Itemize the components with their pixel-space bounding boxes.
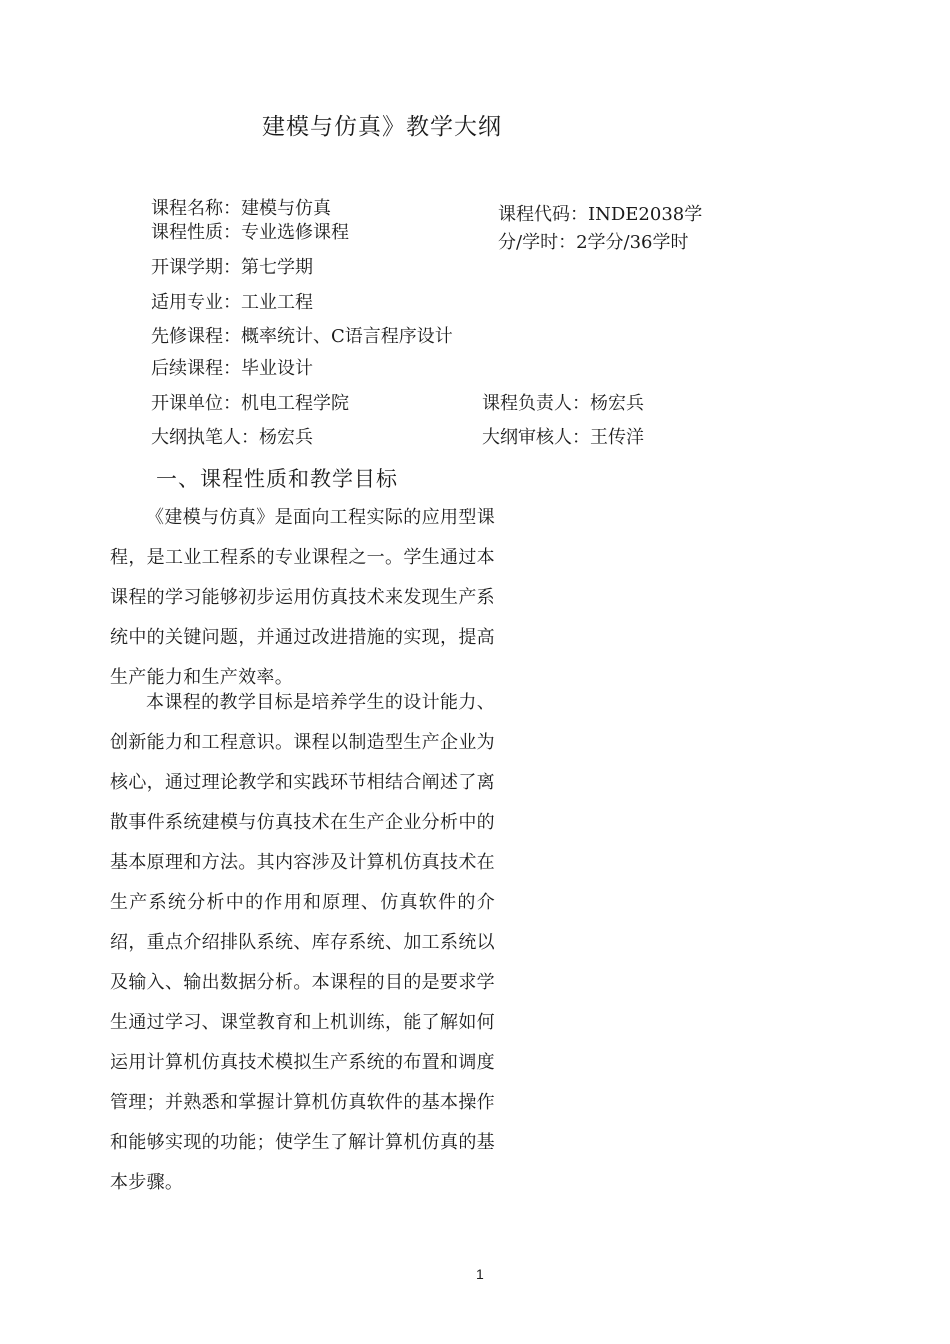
prerequisite-courses: 先修课程：概率统计、C语言程序设计 (151, 326, 453, 347)
course-semester: 开课学期：第七学期 (151, 257, 313, 278)
course-code-credits: 课程代码：INDE2038学分/学时：2学分/36学时 (498, 204, 703, 253)
course-leader: 课程负责人：杨宏兵 (482, 393, 644, 414)
course-name: 课程名称：建模与仿真 (151, 198, 331, 219)
paragraph-course-nature: 《建模与仿真》是面向工程实际的应用型课程，是工业工程系的专业课程之一。学生通过本课程的学习能够初步运用仿真技术来发现生产系统中的关键问题，并通过改进措施的实现，提高生产能力和生产效率。 (110, 507, 495, 688)
syllabus-author: 大纲执笔人：杨宏兵 (151, 427, 313, 448)
course-nature: 课程性质：专业选修课程 (151, 222, 349, 243)
applicable-major: 适用专业：工业工程 (151, 292, 313, 313)
page-number: 1 (476, 1266, 484, 1282)
document-title: 建模与仿真》教学大纲 (262, 114, 502, 140)
section-heading: 一、课程性质和教学目标 (156, 467, 398, 491)
paragraph-teaching-objectives: 本课程的教学目标是培养学生的设计能力、创新能力和工程意识。课程以制造型生产企业为核心，通过理论教学和实践环节相结合阐述了离散事件系统建模与仿真技术在生产企业分析中的基本原理和方法。其内容涉及计算机仿真技术在生产系统分析中的作用和原理、仿真软件的介绍，重点介绍排队系统、库存系统、加工系统以及输入、输出数据分析。本课程的目的是要求学生通过学习、课堂教育和上机训练，能了解如何运用计算机仿真技术模拟生产系统的布置和调度管理；并熟悉和掌握计算机仿真软件的基本操作和能够实现的功能；使学生了解计算机仿真的基本步骤。 (110, 692, 495, 1193)
syllabus-reviewer: 大纲审核人：王传洋 (482, 427, 644, 448)
follow-up-courses: 后续课程：毕业设计 (151, 358, 313, 379)
offering-department: 开课单位：机电工程学院 (151, 393, 349, 414)
